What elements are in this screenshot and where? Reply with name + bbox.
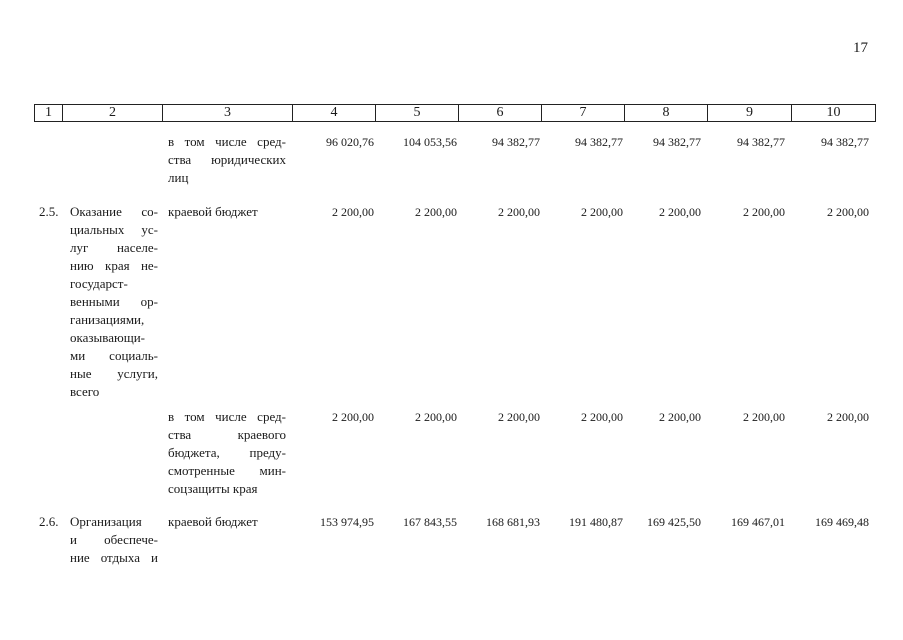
name-line: и обеспече- — [70, 532, 158, 547]
source-line: соцзащиты края — [168, 481, 258, 496]
column-header-6: 6 — [459, 105, 542, 122]
page-number: 17 — [853, 40, 868, 56]
column-header-row — [35, 105, 876, 122]
table-cell-value: 2 200,00 — [581, 410, 623, 424]
table-cell-value: 2 200,00 — [581, 205, 623, 219]
table-cell-value: 2 200,00 — [498, 205, 540, 219]
table-cell-value: 2 200,00 — [743, 410, 785, 424]
table-cell-value: 169 425,50 — [647, 515, 701, 529]
table-cell-value: 191 480,87 — [569, 515, 623, 529]
table-cell-value: 2 200,00 — [332, 410, 374, 424]
table-cell-value: 94 382,77 — [821, 135, 869, 149]
name-line: оказывающи- — [70, 330, 146, 345]
table-cell-value: 2 200,00 — [332, 205, 374, 219]
source-line: в том числе сред- — [168, 134, 286, 149]
name-line: Оказание со- — [70, 204, 158, 219]
table-cell-value: 94 382,77 — [492, 135, 540, 149]
table-cell-value: 96 020,76 — [326, 135, 374, 149]
source-line: лиц — [168, 170, 189, 185]
table-cell-value: 94 382,77 — [737, 135, 785, 149]
source-line: бюджета, преду- — [168, 445, 286, 460]
table-row-name — [70, 203, 158, 401]
table-cell-value: 2 200,00 — [827, 410, 869, 424]
table-cell-value: 94 382,77 — [653, 135, 701, 149]
table-row-name — [70, 513, 158, 567]
table-cell-value: 104 053,56 — [403, 135, 457, 149]
column-header-2: 2 — [63, 105, 163, 122]
table-cell-value: 169 469,48 — [815, 515, 869, 529]
table-cell-value: 153 974,95 — [320, 515, 374, 529]
name-line: ние отдыха и — [70, 550, 158, 565]
table-row-source — [168, 133, 286, 187]
row-number: 2.6. — [39, 514, 59, 529]
table-cell-value: 2 200,00 — [827, 205, 869, 219]
name-line: нию края не- — [70, 258, 158, 273]
table-cell-value: 2 200,00 — [743, 205, 785, 219]
name-line: венными ор- — [70, 294, 158, 309]
name-line: ные услуги, — [70, 366, 158, 381]
column-header-10: 10 — [792, 105, 876, 122]
source-line: ства юридических — [168, 152, 286, 167]
column-header-7: 7 — [542, 105, 625, 122]
table-cell-value: 167 843,55 — [403, 515, 457, 529]
column-header-4: 4 — [293, 105, 376, 122]
name-line: циальных ус- — [70, 222, 158, 237]
name-line: всего — [70, 384, 100, 399]
column-header-5: 5 — [376, 105, 459, 122]
row-number: 2.5. — [39, 204, 59, 219]
table-cell-value: 2 200,00 — [498, 410, 540, 424]
name-line: ми социаль- — [70, 348, 158, 363]
column-header-8: 8 — [625, 105, 708, 122]
column-header-table — [34, 104, 876, 122]
source-line: ства краевого — [168, 427, 286, 442]
source-line: краевой бюджет — [168, 514, 258, 529]
source-line: в том числе сред- — [168, 409, 286, 424]
table-row-source — [168, 513, 286, 531]
column-header-3: 3 — [163, 105, 293, 122]
column-header-1: 1 — [35, 105, 63, 122]
table-cell-value: 2 200,00 — [659, 205, 701, 219]
table-row-source — [168, 203, 286, 221]
table-cell-value: 2 200,00 — [415, 410, 457, 424]
table-cell-value: 94 382,77 — [575, 135, 623, 149]
source-line: смотренные мин- — [168, 463, 286, 478]
column-header-9: 9 — [708, 105, 792, 122]
name-line: Организация — [70, 514, 142, 529]
name-line: государст- — [70, 276, 128, 291]
source-line: краевой бюджет — [168, 204, 258, 219]
table-cell-value: 2 200,00 — [659, 410, 701, 424]
table-cell-value: 169 467,01 — [731, 515, 785, 529]
table-cell-value: 168 681,93 — [486, 515, 540, 529]
table-row-source — [168, 408, 286, 498]
name-line: луг населе- — [70, 240, 158, 255]
table-cell-value: 2 200,00 — [415, 205, 457, 219]
name-line: ганизациями, — [70, 312, 145, 327]
